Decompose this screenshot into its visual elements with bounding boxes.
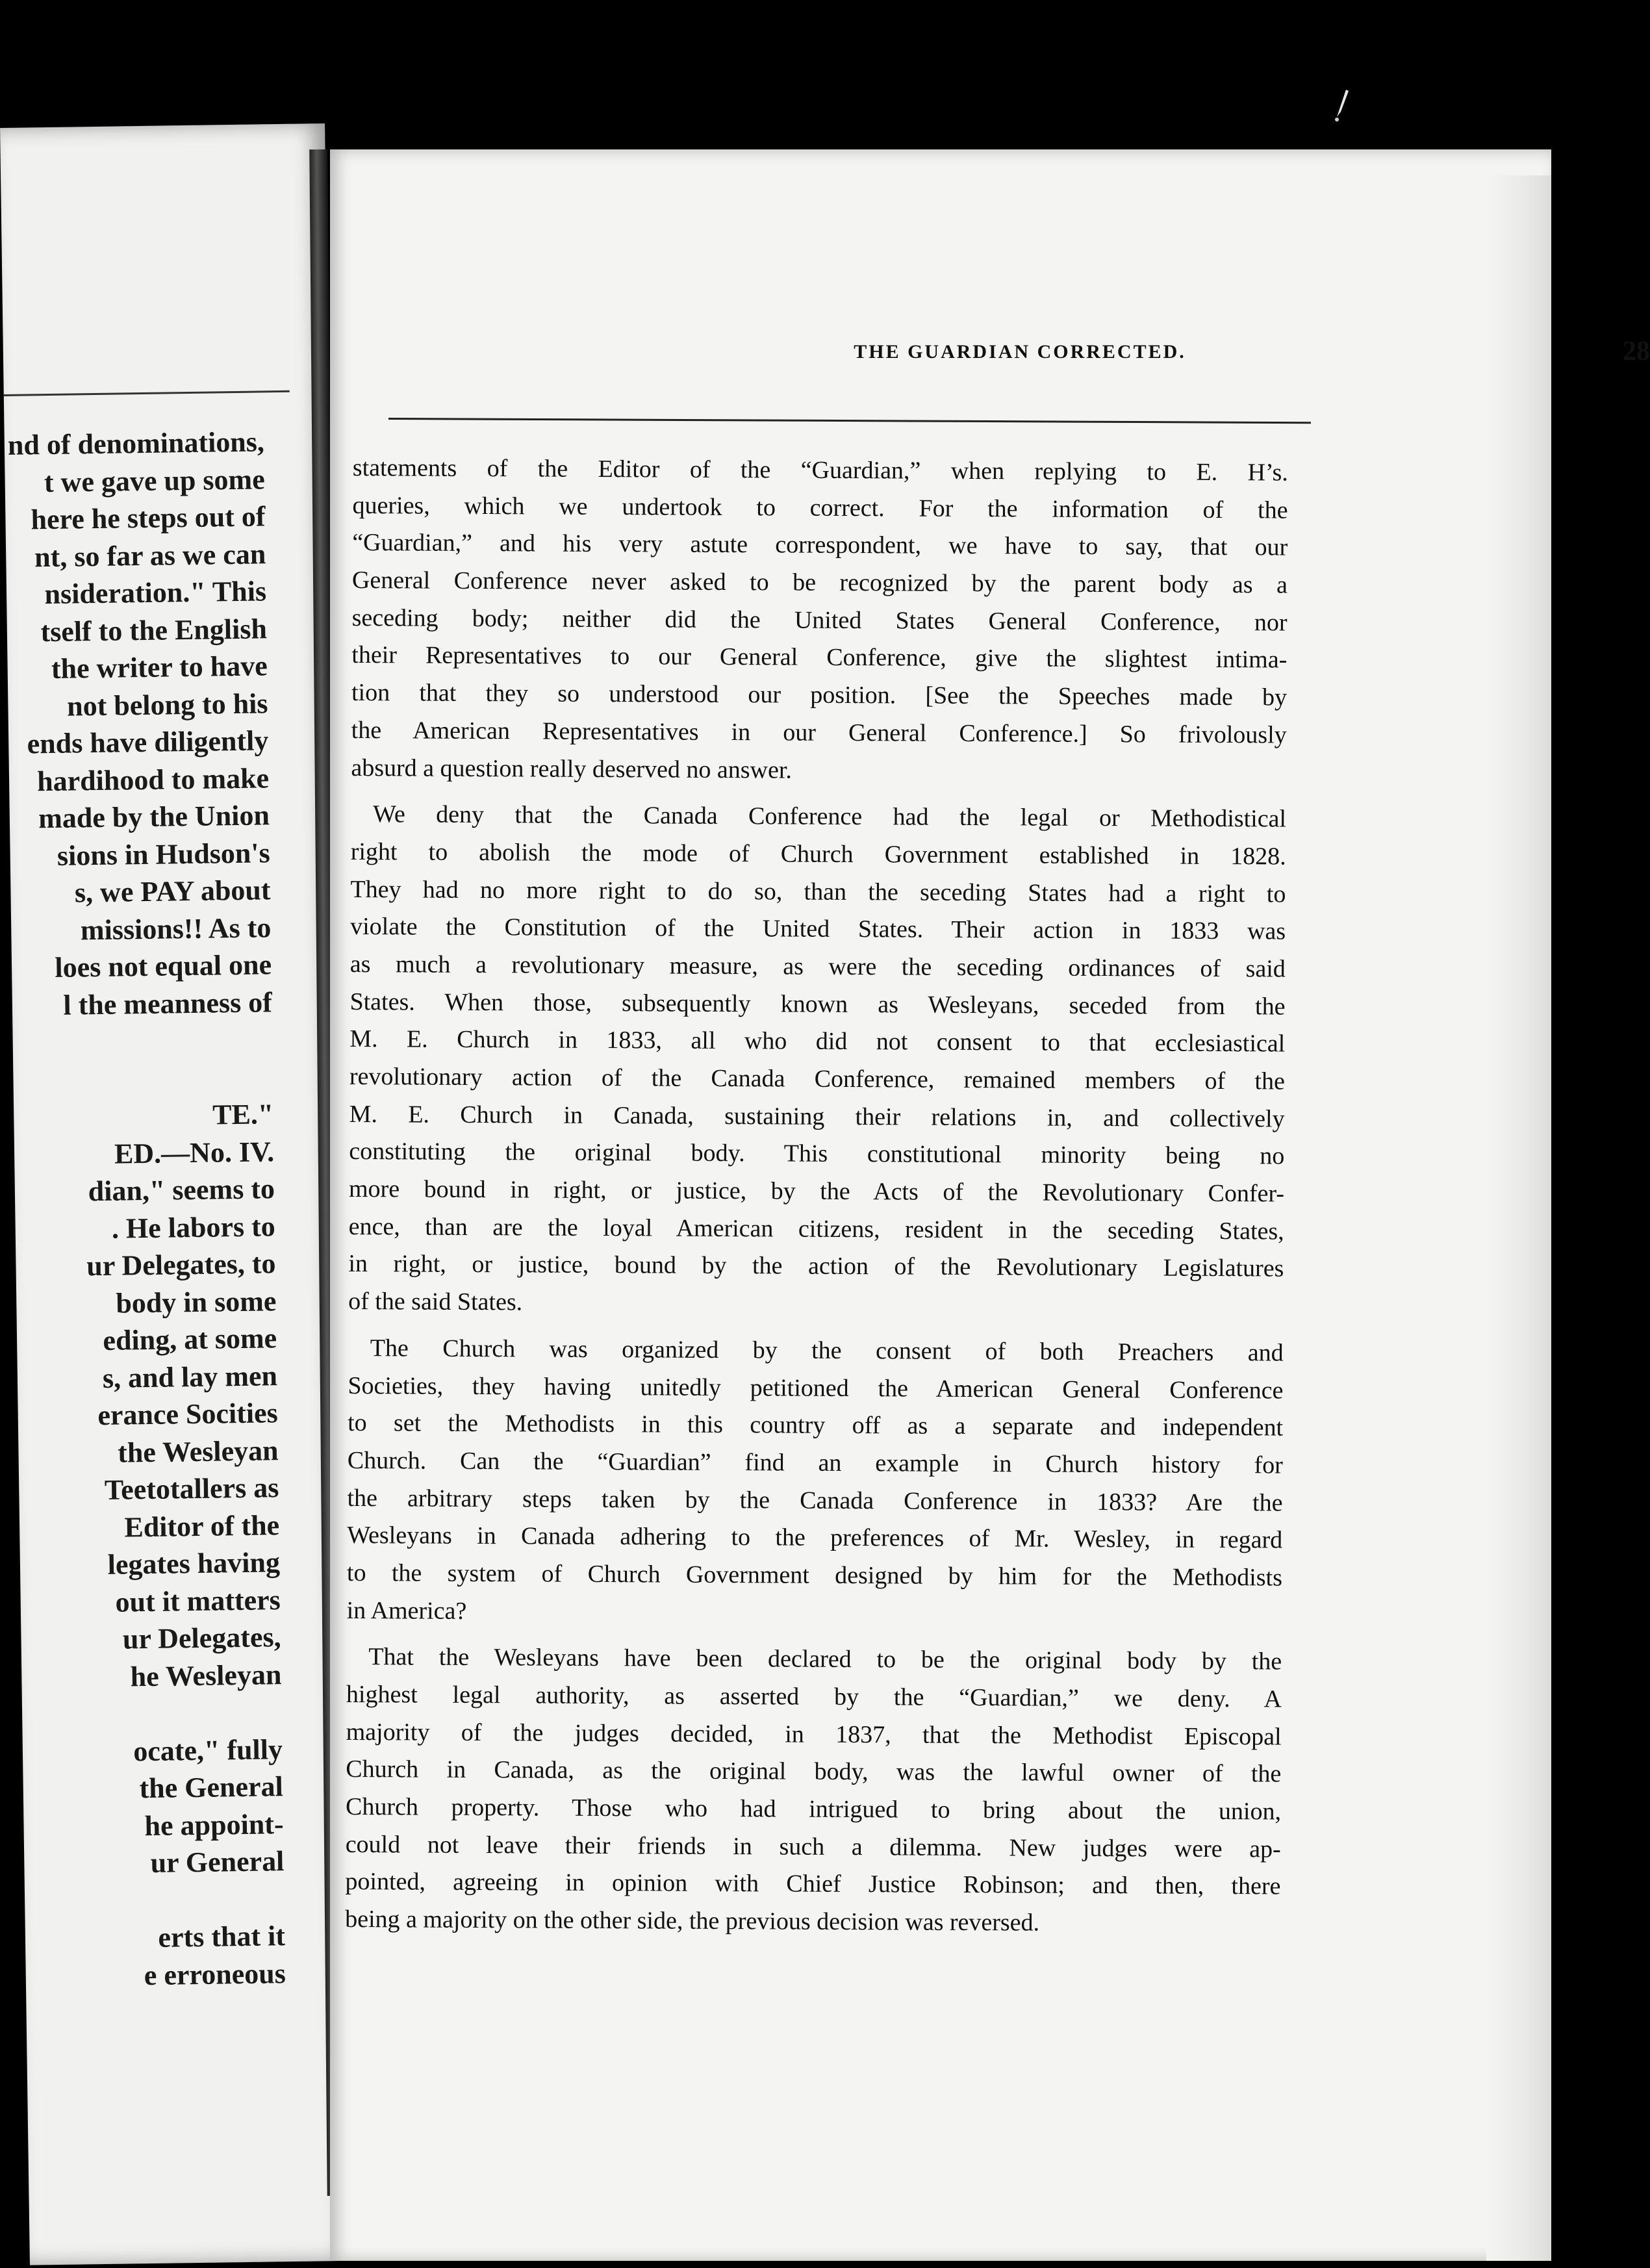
facing-page-left [0,123,355,2265]
left-page-line: . He labors to [111,1210,276,1245]
text-line: tion that they so understood our position. [See the Speeches made by [351,679,1288,711]
page-edge-shading [1486,175,1551,2261]
left-page-line: nt, so far as we can [34,537,266,573]
text-line: being a majority on the other side, the previous decision was reversed. [345,1905,1040,1937]
header-rule [388,418,1311,424]
left-page-line: ur General [150,1845,285,1879]
text-line: to set the Methodists in this country off as a separate and independent [348,1409,1284,1442]
text-line: seceding body; neither did the United States General Conference, nor [351,604,1288,637]
text-line: General Conference never asked to be recognized by the parent body as a [351,567,1288,599]
left-page-line: loes not equal one [55,949,272,984]
left-page-text [0,423,286,1998]
text-line: States. When those, subsequently known as Wesleyans, seceded from the [349,987,1286,1021]
left-page-line: erts that it [158,1920,286,1954]
left-page-line: Teetotallers as [104,1472,279,1506]
text-line: M. E. Church in 1833, all who did not consent to that ecclesiastical [349,1025,1286,1058]
text-line: the American Representatives in our General Conference.] So frivolously [351,716,1287,749]
text-line: the arbitrary steps taken by the Canada Conference in 1833? Are the [347,1484,1283,1517]
text-line: Church in Canada, as the original body, was the lawful owner of the [346,1755,1282,1788]
left-page-line: not belong to his [66,687,268,722]
text-line: ence, than are the loyal American citizens, resident in the seceding States, [348,1212,1284,1245]
left-page-line: the General [139,1770,284,1805]
paragraph [345,1638,1282,1943]
left-page-line: ends have diligently [27,724,269,760]
left-page-line: ocate," fully [133,1733,283,1767]
pen-mark-icon [1332,84,1358,123]
text-line: could not leave their friends in such a dilemma. New judges were ap- [345,1830,1281,1863]
text-line: more bound in right, or justice, by the Acts of the Revolutionary Confer- [348,1175,1285,1208]
text-line: of the said States. [348,1288,523,1316]
page-number: 28 [1623,337,1650,366]
left-page-line: the writer to have [51,650,268,685]
text-line: revolutionary action of the Canada Conference, remained members of the [349,1062,1286,1095]
text-line: in America? [346,1596,467,1625]
left-page-line: Editor of the [124,1509,280,1544]
left-page-line: dian," seems to [88,1173,275,1208]
text-line: right to abolish the mode of Church Government established in 1828. [350,837,1286,871]
text-line: They had no more right to do so, than the seceding States had a right to [350,875,1286,908]
left-page-line: e erroneous [144,1957,286,1991]
left-page-line: ED.—No. IV. [114,1135,275,1170]
text-line: highest legal authority, as asserted by the “Guardian,” we deny. A [346,1680,1282,1713]
text-line: majority of the judges decided, in 1837, that the Methodist Episcopal [346,1718,1282,1751]
left-page-line: he appoint- [144,1807,284,1842]
text-line: queries, which we undertook to correct. For the information of the [352,491,1288,524]
left-page-line: ur Delegates, to [86,1247,276,1282]
left-page-line: legates having [107,1546,281,1581]
text-line: absurd a question really deserved no answer. [351,754,793,784]
left-page-line: erance Socities [97,1397,279,1432]
left-page-line: here he steps out of [31,500,266,536]
left-page-line [0,1058,273,1102]
text-line: Societies, they having unitedly petitioned the American General Conference [348,1371,1284,1405]
text-line: “Guardian,” and his very astute correspondent, we have to say, that our [352,529,1288,561]
left-page-line: l the meanness of [63,986,273,1021]
text-line: in right, or justice, bound by the action of the Revolutionary Legislatures [348,1250,1284,1282]
left-page-line: made by the Union [38,799,270,835]
text-line: pointed, agreeing in opinion with Chief Justice Robinson; and then, there [345,1868,1281,1900]
text-line: statements of the Editor of the “Guardian,” when replying to E. H’s. [352,453,1288,487]
text-line: That the Wesleyans have been declared to be the original body by the [368,1643,1282,1676]
text-line: Church property. Those who had intrigued to bring about the union, [345,1793,1282,1826]
paragraph [351,450,1288,792]
left-page-line: the Wesleyan [117,1434,279,1469]
left-page-line [0,1021,273,1064]
left-page-line [0,1693,283,1737]
left-page-line: eding, at some [103,1322,277,1357]
text-line: We deny that the Canada Conference had the legal or Methodistical [372,800,1287,833]
running-title: THE GUARDIAN CORRECTED. [854,341,1186,363]
left-page-line: TE." [212,1098,274,1131]
left-page-line: ur Delegates, [122,1621,281,1655]
page-header [663,337,1650,380]
text-line: violate the Constitution of the United States. Their action in 1833 was [350,913,1286,945]
paragraph [348,796,1286,1325]
text-line: Wesleyans in Canada adhering to the preferences of Mr. Wesley, in regard [347,1522,1283,1554]
left-page-line [0,1880,285,1924]
left-page-line: hardihood to make [36,761,270,797]
body-text [345,450,1288,1952]
left-page-line: tself to the English [40,612,268,648]
left-page-line: nsideration." This [44,575,267,611]
text-line: their Representatives to our General Conference, give the slightest intima- [351,641,1288,674]
left-page-line: s, and lay men [102,1359,278,1394]
left-page-line: nd of denominations, [7,426,265,461]
left-page-line: body in some [116,1284,277,1319]
text-line: M. E. Church in Canada, sustaining their relations in, and collectively [349,1100,1285,1133]
text-line: Church. Can the “Guardian” find an example in Church history for [347,1446,1283,1479]
left-page-line: sions in Hudson's [57,836,271,872]
text-line: constituting the original body. This constitutional minority being no [349,1138,1285,1170]
left-page-line: he Wesleyan [130,1658,282,1692]
text-line: as much a revolutionary measure, as were the seceding ordinances of said [349,950,1286,983]
left-header-rule [4,390,290,396]
paragraph [346,1330,1283,1635]
book-page-right [330,149,1650,2261]
left-page-line: missions!! As to [80,911,272,946]
left-page-line: t we gave up some [44,463,265,498]
left-page-line: out it matters [115,1583,281,1618]
text-line: to the system of Church Government designed by him for the Methodists [346,1559,1283,1592]
text-line: The Church was organized by the consent of both Preachers and [370,1334,1284,1367]
left-page-line: s, we PAY about [74,874,271,909]
